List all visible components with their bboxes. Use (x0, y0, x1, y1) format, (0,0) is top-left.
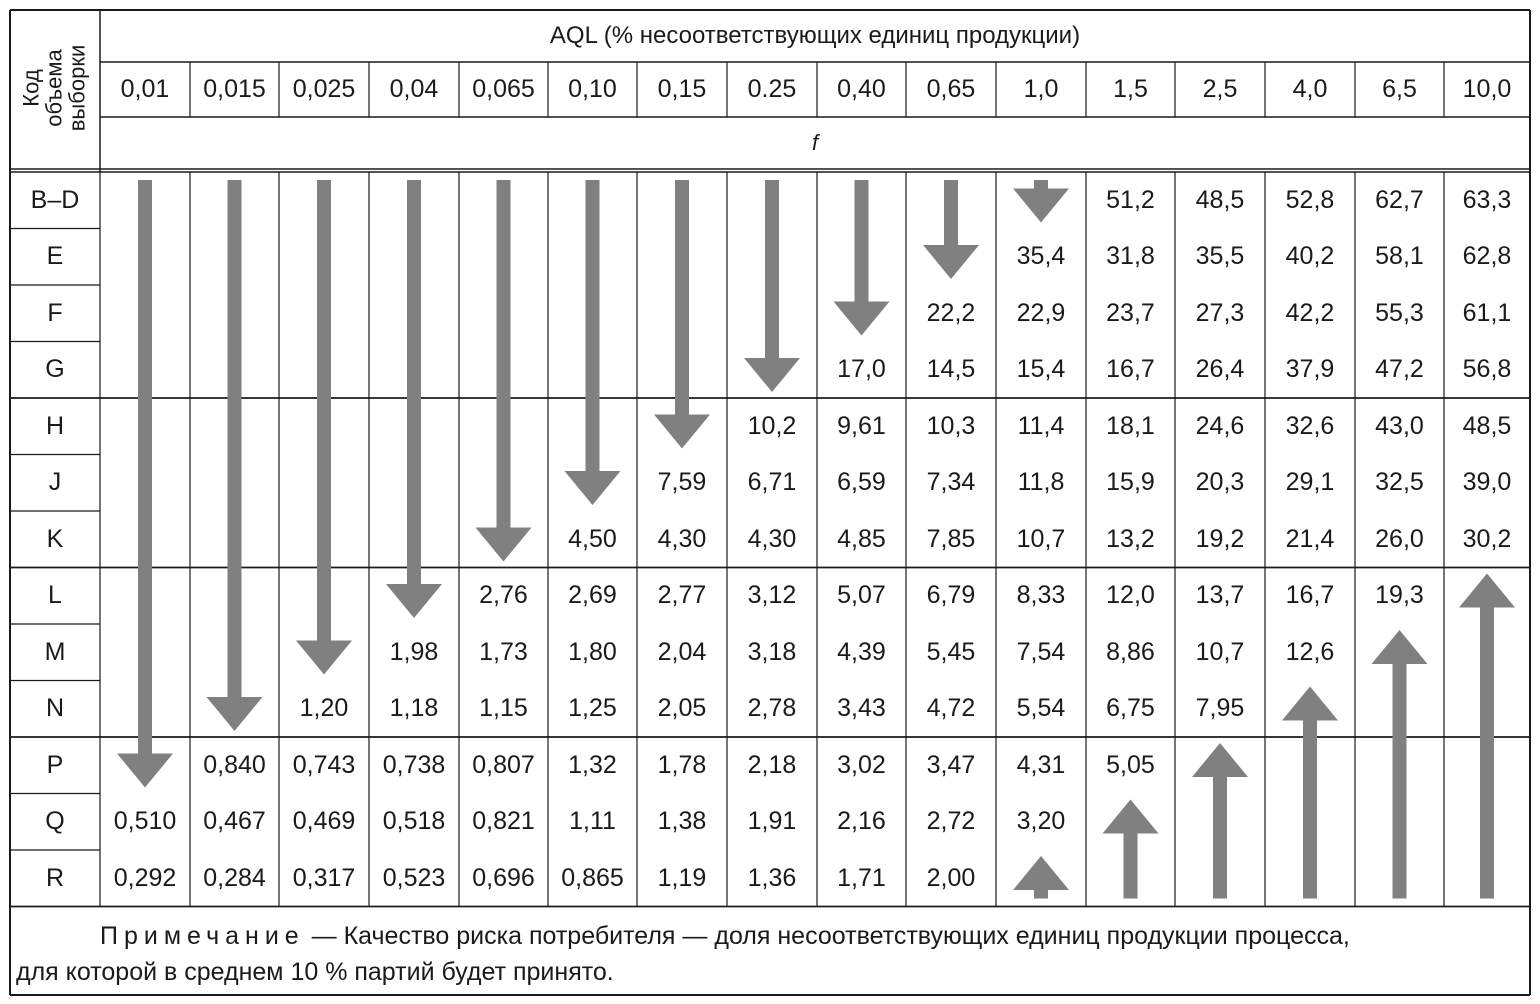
table-cell: 2,18 (747, 750, 797, 779)
table-cell: 3,02 (837, 750, 886, 779)
table-cell: 39,0 (1462, 468, 1512, 497)
table-cell: 0,317 (292, 863, 356, 892)
table-cell: 1,36 (747, 863, 797, 892)
table-cell: 20,3 (1195, 468, 1245, 497)
row-code: P (46, 750, 64, 779)
table-cell: 58,1 (1375, 242, 1424, 271)
table-cell: 1,25 (568, 694, 617, 723)
table-cell: 6,79 (926, 581, 976, 610)
table-cell: 6,71 (747, 468, 797, 497)
table-cell: 3,47 (926, 750, 976, 779)
table-cell: 4,39 (837, 637, 886, 666)
table-cell: 1,91 (747, 807, 797, 836)
table-cell: 42,2 (1285, 298, 1335, 327)
table-cell: 7,95 (1195, 694, 1245, 723)
table-cell: 10,2 (747, 411, 797, 440)
table-cell: 6,75 (1106, 694, 1155, 723)
table-cell: 16,7 (1106, 355, 1155, 384)
table-cell: 13,2 (1106, 524, 1155, 553)
table-cell: 26,4 (1195, 355, 1245, 384)
table-cell: 10,3 (926, 411, 976, 440)
table-cell: 40,2 (1285, 242, 1335, 271)
aql-title: AQL (% несоответствующих единиц продукции) (549, 22, 1081, 49)
table-cell: 18,1 (1106, 411, 1155, 440)
table-cell: 24,6 (1195, 411, 1245, 440)
table-cell: 2,72 (926, 807, 976, 836)
table-cell: 8,86 (1106, 637, 1155, 666)
table-cell: 29,1 (1285, 468, 1335, 497)
table-cell: 0,821 (472, 807, 535, 836)
table-cell: 3,43 (837, 694, 886, 723)
table-cell: 0,467 (203, 807, 266, 836)
aql-value: 0,65 (926, 75, 976, 103)
table-cell: 5,54 (1016, 694, 1066, 723)
table-cell: 7,54 (1016, 637, 1066, 666)
table-cell: 3,20 (1016, 807, 1066, 836)
table-cell: 0,518 (382, 807, 446, 836)
table-cell: 1,71 (837, 863, 886, 892)
table-cell: 1,80 (568, 637, 617, 666)
table-cell: 3,18 (747, 637, 797, 666)
table-cell: 2,78 (747, 694, 797, 723)
table-cell: 4,85 (837, 524, 886, 553)
table-cell: 7,85 (926, 524, 976, 553)
row-code: F (47, 298, 63, 327)
table-cell: 2,76 (479, 581, 528, 610)
table-cell: 11,8 (1017, 468, 1065, 497)
aql-value: 10,0 (1462, 75, 1512, 103)
table-cell: 1,98 (389, 637, 439, 666)
table-cell: 2,04 (657, 637, 707, 666)
table-cell: 0,696 (472, 863, 535, 892)
table-cell: 7,59 (657, 468, 707, 497)
table-cell: 1,11 (569, 807, 616, 836)
table-cell: 6,59 (837, 468, 886, 497)
aql-value: 0,15 (657, 75, 707, 103)
aql-value: 0,015 (203, 75, 266, 103)
table-cell: 26,0 (1375, 524, 1424, 553)
table-cell: 15,9 (1106, 468, 1155, 497)
row-header-label (10, 10, 98, 166)
table-cell: 4,30 (657, 524, 707, 553)
table-cell: 9,61 (837, 411, 886, 440)
aql-value: 0,10 (568, 75, 617, 103)
table-cell: 35,5 (1195, 242, 1245, 271)
aql-value: 1,0 (1023, 75, 1059, 103)
table-cell: 2,16 (837, 807, 886, 836)
table-cell: 47,2 (1375, 355, 1424, 384)
table-cell: 2,00 (926, 863, 976, 892)
table-cell: 30,2 (1462, 524, 1512, 553)
table-cell: 0,284 (203, 863, 266, 892)
row-code: L (48, 581, 62, 610)
table-cell: 4,31 (1016, 750, 1066, 779)
table-cell: 61,1 (1462, 298, 1512, 327)
table-cell: 1,73 (479, 637, 528, 666)
table-cell: 10,7 (1195, 637, 1245, 666)
table-cell: 4,50 (568, 524, 617, 553)
table-cell: 48,5 (1195, 185, 1245, 214)
aql-value: 4,0 (1292, 75, 1328, 103)
table-cell: 2,77 (657, 581, 707, 610)
table-cell: 5,45 (926, 637, 976, 666)
table-cell: 63,3 (1462, 185, 1512, 214)
table-cell: 51,2 (1106, 185, 1155, 214)
table-cell: 16,7 (1285, 581, 1335, 610)
table-cell: 23,7 (1106, 298, 1155, 327)
aql-value: 1,5 (1113, 75, 1148, 103)
aql-value: 0,40 (837, 75, 886, 103)
table-cell: 5,07 (837, 581, 886, 610)
aql-value: 0,025 (292, 75, 356, 103)
table-cell: 5,05 (1106, 750, 1155, 779)
row-code: N (45, 694, 65, 723)
table-cell: 62,7 (1375, 185, 1424, 214)
table-cell: 1,20 (299, 694, 349, 723)
table-cell: 0,292 (113, 863, 177, 892)
table-cell: 27,3 (1195, 298, 1245, 327)
f-label: f (811, 130, 819, 155)
row-header-line: выборки (64, 44, 90, 132)
table-cell: 0,840 (203, 750, 266, 779)
note-text-2: для которой в среднем 10 % партий будет принято. (16, 958, 614, 986)
row-code: K (46, 524, 64, 553)
table-cell: 15,4 (1016, 355, 1066, 384)
table-cell: 1,19 (657, 863, 707, 892)
row-code: G (45, 355, 65, 384)
table-cell: 21,4 (1285, 524, 1335, 553)
table-cell: 8,33 (1016, 581, 1066, 610)
aql-value: 0,065 (472, 75, 535, 103)
table-cell: 0,469 (292, 807, 356, 836)
table-note (16, 918, 1531, 990)
row-code: E (46, 242, 64, 271)
table-cell: 19,2 (1195, 524, 1245, 553)
aql-value: 6,5 (1382, 75, 1417, 103)
aql-value: 2,5 (1202, 75, 1238, 103)
note-text: — Качество риска потребителя — доля несоответствующих единиц продукции процесса, (304, 922, 1350, 950)
table-cell: 37,9 (1285, 355, 1335, 384)
table-cell: 13,7 (1195, 581, 1245, 610)
table-cell: 0,807 (472, 750, 535, 779)
aql-value: 0,01 (120, 75, 170, 103)
table-cell: 11,4 (1017, 411, 1065, 440)
table-cell: 43,0 (1375, 411, 1424, 440)
table-cell: 2,05 (657, 694, 707, 723)
table-cell: 22,2 (926, 298, 976, 327)
table-cell: 1,32 (568, 750, 617, 779)
row-code: M (44, 637, 66, 666)
row-code: Q (45, 807, 65, 836)
table-cell: 0,510 (113, 807, 177, 836)
table-cell: 10,7 (1016, 524, 1066, 553)
table-cell: 22,9 (1016, 298, 1066, 327)
table-cell: 3,12 (747, 581, 797, 610)
table-cell: 12,6 (1285, 637, 1335, 666)
table-cell: 62,8 (1462, 242, 1512, 271)
table-cell: 12,0 (1106, 581, 1155, 610)
table-cell: 52,8 (1285, 185, 1335, 214)
table-cell: 56,8 (1462, 355, 1512, 384)
aql-value: 0.25 (747, 75, 797, 103)
table-cell: 1,78 (657, 750, 707, 779)
row-code: R (45, 863, 65, 892)
table-cell: 4,30 (747, 524, 797, 553)
table-cell: 7,34 (926, 468, 976, 497)
note-lead: Примечание (100, 922, 305, 950)
table-cell: 48,5 (1462, 411, 1512, 440)
table-cell: 17,0 (837, 355, 886, 384)
table-cell: 55,3 (1375, 298, 1424, 327)
table-cell: 1,38 (657, 807, 707, 836)
table-cell: 32,6 (1285, 411, 1335, 440)
row-code: J (48, 468, 62, 497)
table-cell: 35,4 (1016, 242, 1066, 271)
table-cell: 4,72 (926, 694, 976, 723)
row-code: H (45, 411, 65, 440)
table-cell: 19,3 (1375, 581, 1424, 610)
table-cell: 0,523 (382, 863, 446, 892)
table-cell: 31,8 (1106, 242, 1155, 271)
table-cell: 0,865 (561, 863, 624, 892)
row-code: B–D (30, 185, 80, 214)
table-cell: 14,5 (926, 355, 976, 384)
table-cell: 1,15 (479, 694, 528, 723)
table-cell: 0,743 (292, 750, 356, 779)
table-cell: 32,5 (1375, 468, 1424, 497)
table-cell: 0,738 (382, 750, 446, 779)
table-cell: 2,69 (568, 581, 617, 610)
table-cell: 1,18 (389, 694, 439, 723)
row-header-line: объема (41, 49, 67, 127)
aql-value: 0,04 (389, 75, 439, 103)
row-header-line: Код (18, 69, 44, 107)
